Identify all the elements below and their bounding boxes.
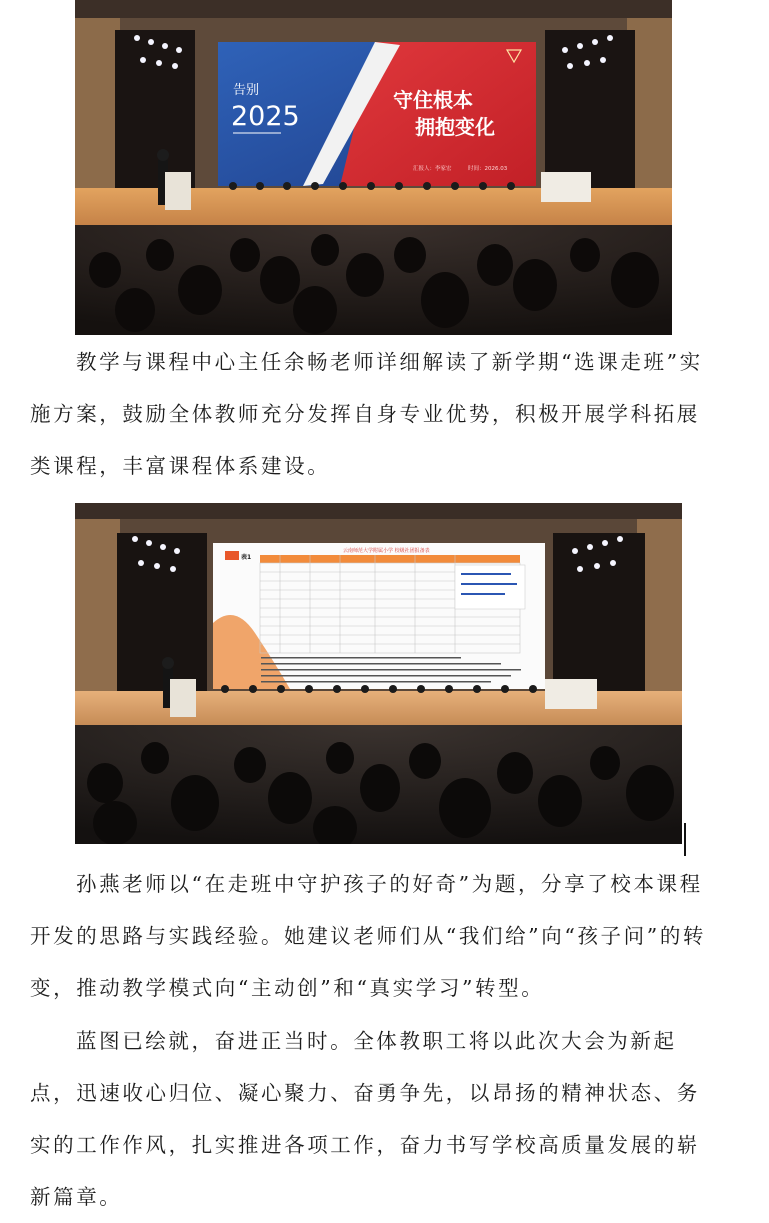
slide-date: 时间：2026.03 [468,166,508,172]
slide-headline-2: 拥抱变化 [415,115,495,139]
photo-1-scene [75,0,672,335]
auditorium-photo-2 [75,503,682,844]
slide-reporter: 汇报人：李家宏 [413,166,452,172]
slide-small-title: 告别 [233,83,260,98]
photo-2-scene [75,503,682,844]
slide-year: 2025 [231,101,300,132]
paragraph-2: 孙燕老师以“在走班中守护孩子的好奇”为题，分享了校本课程开发的思路与实践经验。她建议老师们从“我们给”向“孩子问”的转变，推动教学模式向“主动创”和“真实学习”转型。 [30,872,707,1000]
auditorium-photo-1 [75,0,672,335]
paragraph-1: 教学与课程中心主任余畅老师详细解读了新学期“选课走班”实施方案，鼓励全体教师充分发挥自身专业优势，积极开展学科拓展类课程，丰富课程体系建设。 [30,350,703,478]
slide-headline-1: 守住根本 [393,88,473,112]
slide2-tag: 表1 [241,554,252,561]
slide2-title: 云南师范大学附属小学 校级社团报备表 [343,548,430,554]
paragraph-3: 蓝图已绘就，奋进正当时。全体教职工将以此次大会为新起点，迅速收心归位、凝心聚力、奋勇争先，以昂扬的精神状态、务实的工作作风，扎实推进各项工作，奋力书写学校高质量发展的崭新篇章。 [30,1029,700,1209]
text-cursor [684,823,686,856]
